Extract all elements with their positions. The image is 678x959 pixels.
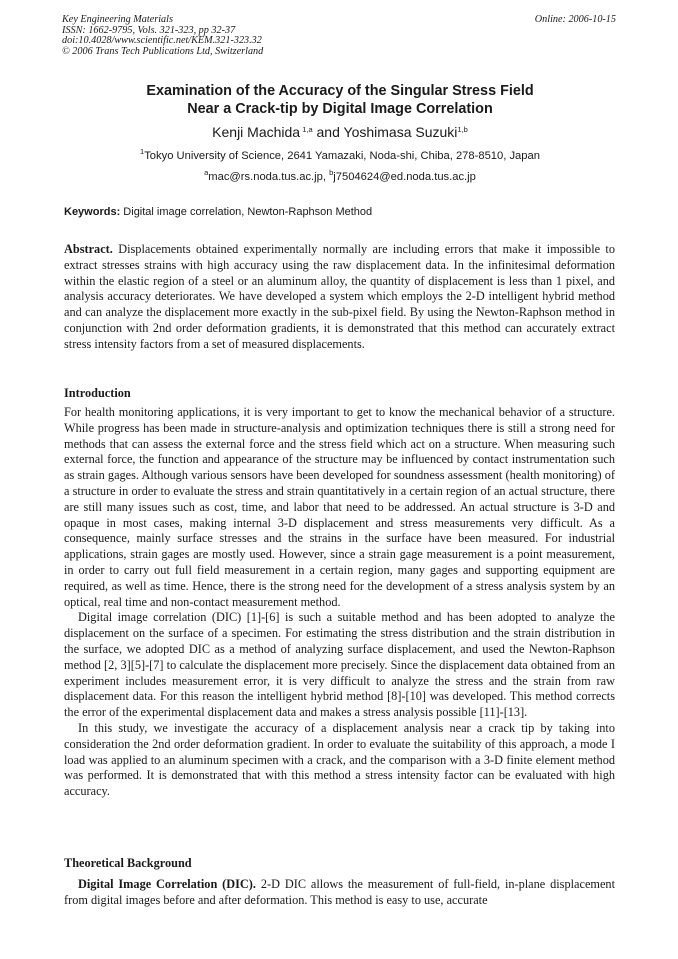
email-b-marker: b [329,168,334,177]
email-b: j7504624@ed.noda.tus.ac.jp [333,171,476,183]
authors [60,124,620,140]
intro-paragraph-3: In this study, we investigate the accuracy of a displacement analysis near a crack tip by taking into consideration the 2nd order deformation gradient. In order to evaluate the suitability of this approach, a mode I load was applied to an aluminum specimen with a crack, and the comparison with a 3-D finite element method was performed. It is demonstrated that with this method a stress intensity factor can be evaluated with high accuracy. [64,720,615,799]
email-a: mac@rs.noda.tus.ac.jp, [208,171,330,183]
online-date: Online: 2006-10-15 [534,14,616,25]
intro-paragraph-1: For health monitoring applications, it is very important to get to know the mechanical behavior of a structure. While progress has been made in structure-analysis and optimization techniques there is still a strong need for methods that can assess the external force and the stress field which act on a structure. When measuring such external force, the function and appearance of the structure may be influenced by contact instrumentation such as strain gages. Although various sensors have been developed for soundness assessment (health monitoring) of a structure in order to evaluate the stress and strain quantitatively in a certain region of an actual structure, there are still many issues such as cost, time, and labor that need to be addressed. An actual structure is 3-D and opaque in most cases, making internal 3-D displacement and stress measurements very difficult. As a consequence, mainly surface stresses and the strains in the surface have been measured. For industrial applications, strain gages are mostly used. However, since a strain gage measurement is a point measurement, in order to carry out full field measurement in a certain region, many gages and supporting equipment are required, as well as time. Hence, there is the strong need for the development of a stress analysis system by an optical, real time and non-contact measurement method. [64,405,615,609]
affiliation-text: Tokyo University of Science, 2641 Yamazaki, Noda-shi, Chiba, 278-8510, Japan [144,150,540,162]
author-1-affil: 1,a [302,125,313,134]
affiliation-marker: 1 [140,147,145,156]
theory-body [64,877,615,909]
journal-issn: ISSN: 1662-9795, Vols. 321-323, pp 32-37 [62,24,236,36]
journal-copyright: © 2006 Trans Tech Publications Ltd, Switzerland [62,45,264,57]
introduction-body [64,405,615,800]
abstract-label: Abstract. [64,242,113,256]
keywords-text: Digital image correlation, Newton-Raphson Method [120,206,373,218]
journal-doi: doi:10.4028/www.scientific.net/KEM.321-323.32 [62,35,262,47]
affiliation [60,147,620,162]
theory-heading: Theoretical Background [64,856,192,870]
theory-paragraph-1 [64,877,615,909]
title-line-2: Near a Crack-tip by Digital Image Correlation [187,101,493,117]
paper-title [60,82,620,118]
abstract-text: Displacements obtained experimentally normally are including errors that make it impossible to extract stresses strains with high accuracy using the raw displacement data. In the infinitesimal deformation within the elastic region of a steel or an aluminum alloy, the quantity of displacement is less than 1 pixel, and analysis accuracy deteriorates. We have developed a system which employs the 2-D intelligent hybrid method and can analyze the displacement more exactly in the sub-pixel field. By using the Newton-Raphson method in conjunction with 2nd order deformation gradients, it is demonstrated that this method can accurately extract stress intensity factors from a set of measured displacements. [64,242,615,351]
author-2: Yoshimasa Suzuki [343,124,458,140]
intro-paragraph-2: Digital image correlation (DIC) [1]-[6] is such a suitable method and has been adopted to analyze the displacement on the surface of a specimen. For estimating the stress distribution and the strain distribution in the surface, we adopted DIC as a method of analyzing surface displacement, and used the Newton-Raphson method [2, 3][5]-[7] to calculate the displacement more precisely. Since the displacement data obtained from an experiment includes measurement error, it is very difficult to analyze the stress and the strain from raw displacement data. For this reason the intelligent hybrid method [8]-[10] was developed. This method corrects the error of the experimental displacement data and makes a stress analysis possible [11]-[13]. [64,610,615,720]
dic-label: Digital Image Correlation (DIC). [78,877,256,891]
introduction-heading: Introduction [64,386,131,400]
author-2-affil: 1,b [457,125,468,134]
title-line-1: Examination of the Accuracy of the Singular Stress Field [146,83,534,99]
keywords-label: Keywords: [64,206,121,218]
abstract [64,242,615,353]
journal-name: Key Engineering Materials [62,14,173,25]
author-and: and [312,124,344,140]
author-1: Kenji Machida [212,124,301,140]
theory-text: 2-D DIC allows the measurement of full-field, in-plane displacement from digital images before and after deformation. This method is easy to use, accurate [64,877,615,907]
journal-header [62,15,616,57]
email-a-marker: a [204,168,209,177]
emails [60,168,620,183]
keywords [64,206,616,218]
